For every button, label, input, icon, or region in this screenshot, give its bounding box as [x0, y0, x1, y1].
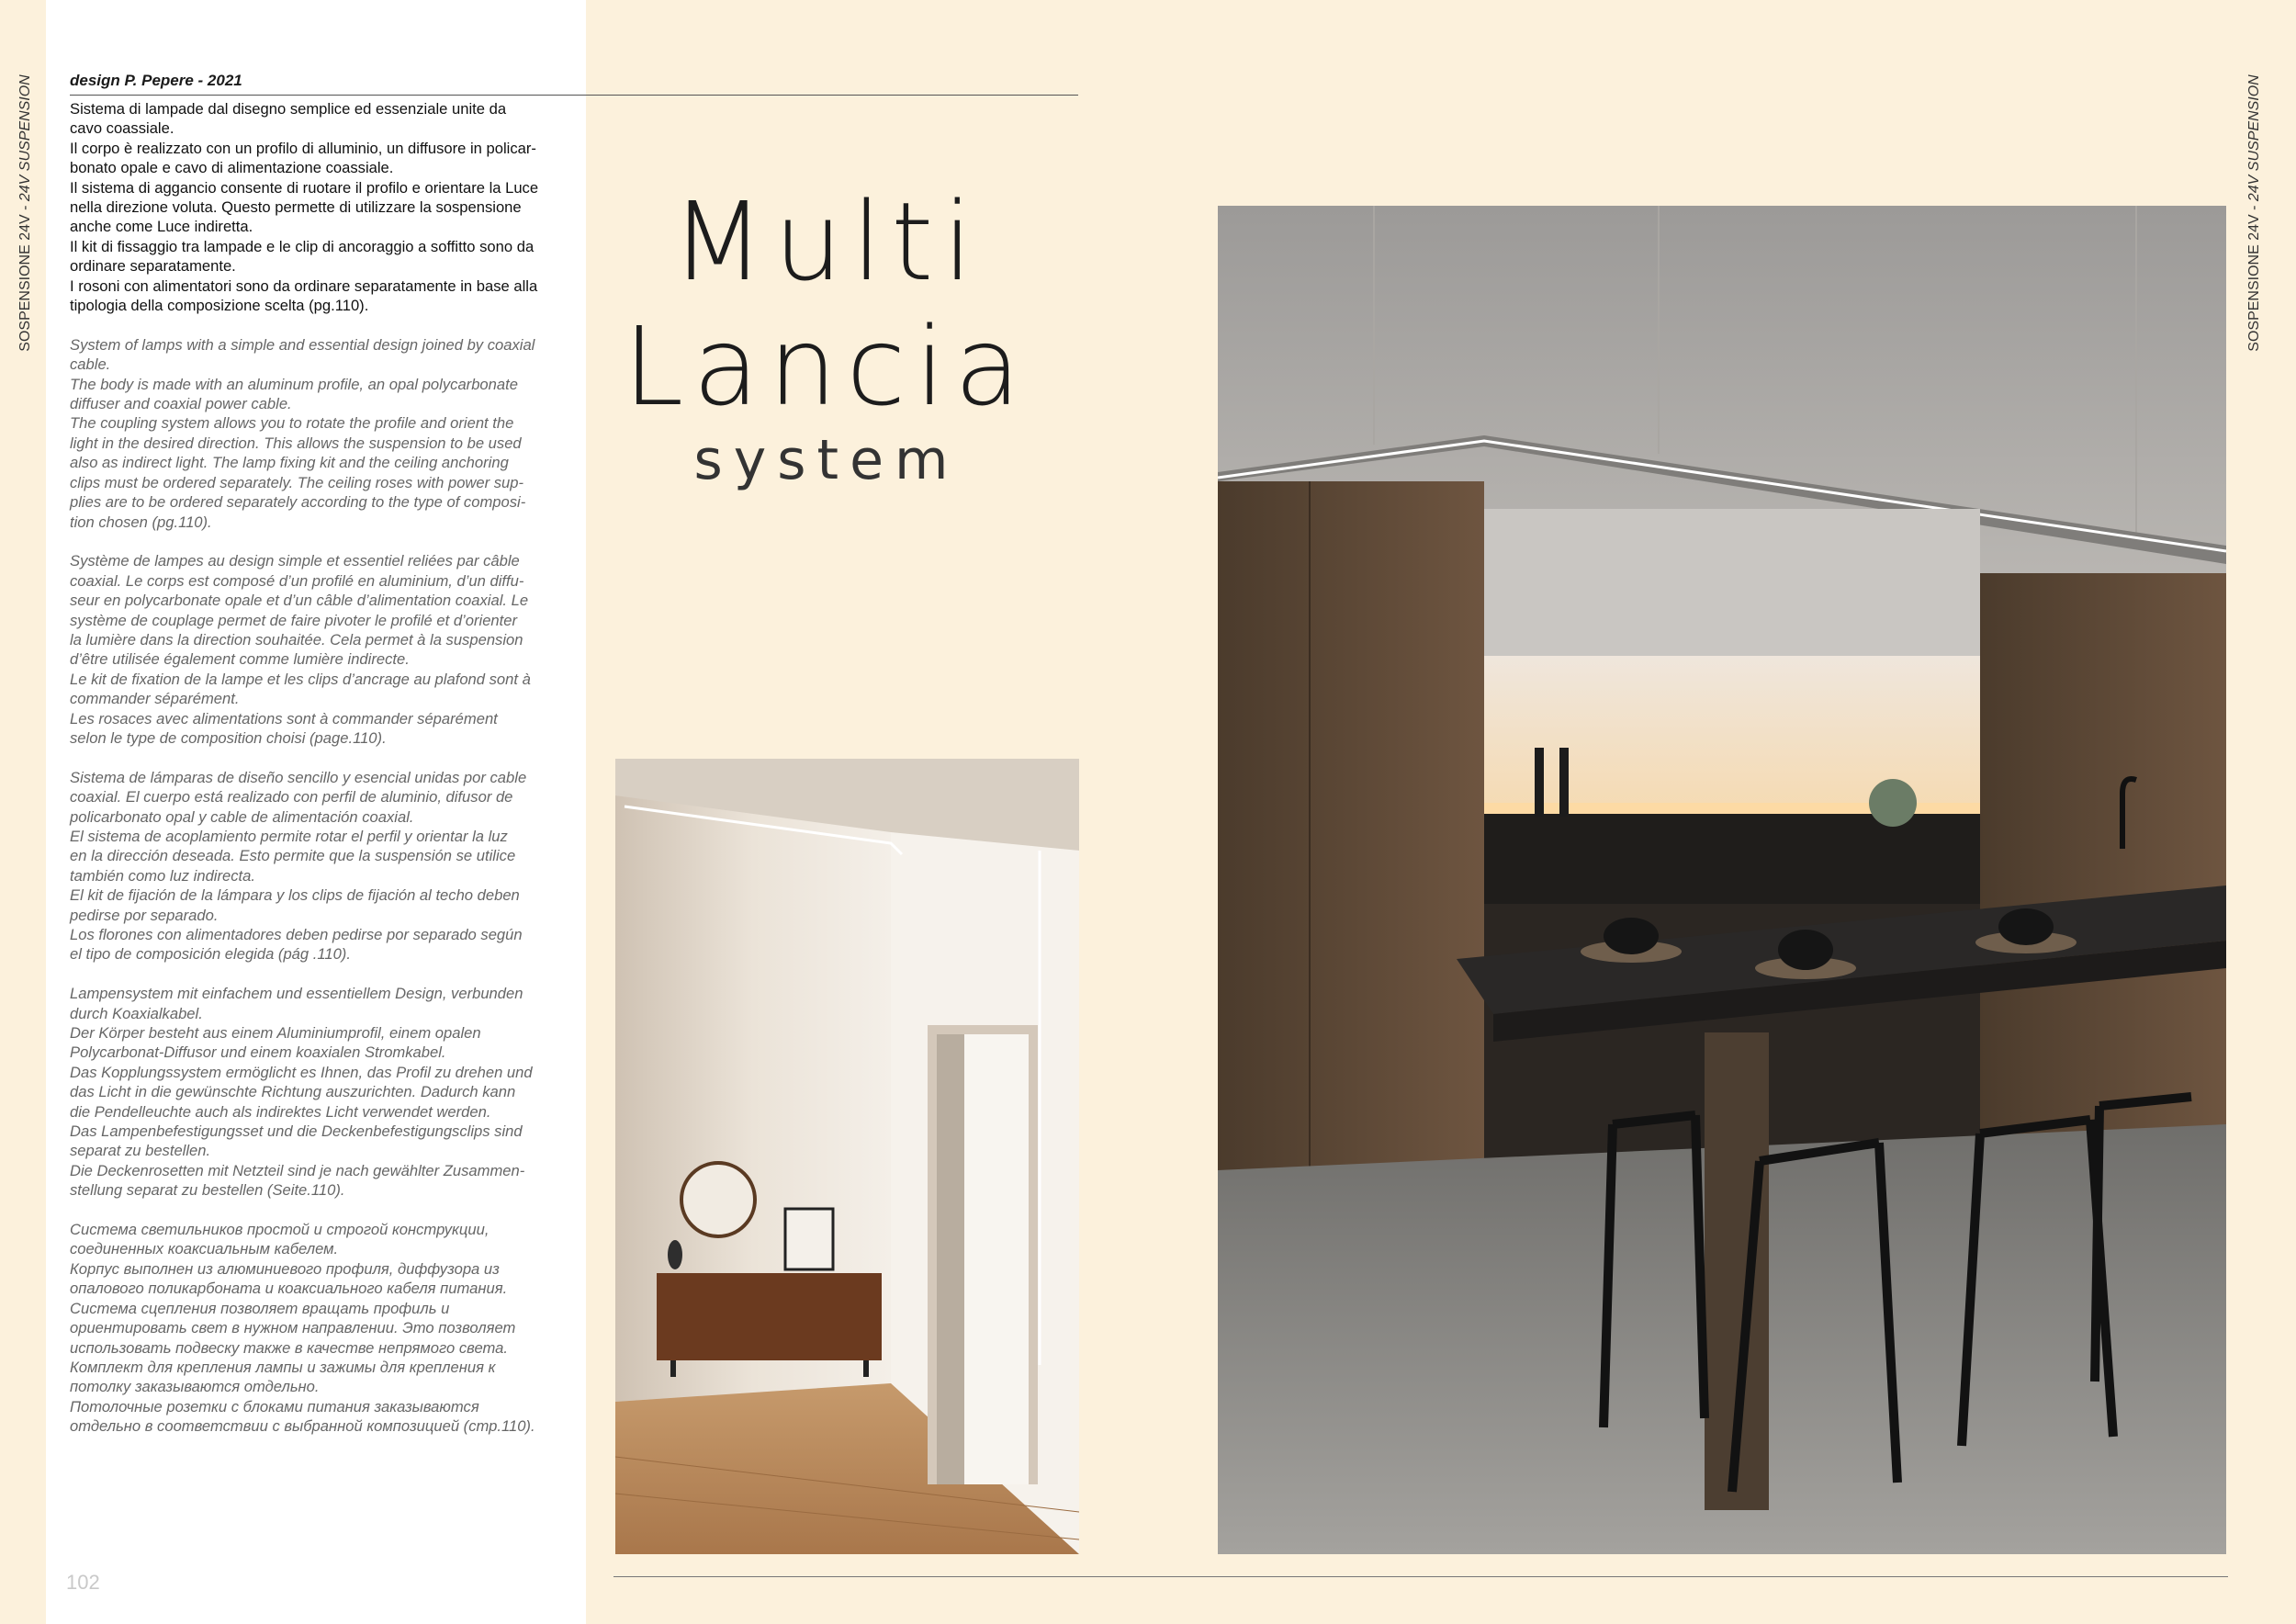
- title-line-system: system: [693, 428, 960, 492]
- description-russian: Система светильников простой и строгой конструкции, соединенных коаксиальным кабелем. Корпус выполнен из алюминиевого профиля, диффузора из опалового поликарбоната и коаксиального кабеля питания. Система сцепления позволяет вращать профиль и ориентировать свет в нужном направлении. Это позволяет использовать подвеску также в качестве непрямого света. Комплект для крепления лампы и зажимы для крепления к потолку заказываются отдельно. Потолочные розетки с блоками питания заказываются отдельно в соответствии с выбранной композицией (стр.110).: [70, 1221, 535, 1436]
- header-rule: [70, 95, 1078, 96]
- product-title: [606, 179, 1047, 497]
- title-line-lancia: Lancia: [623, 303, 1030, 430]
- title-line-multi: Multi: [670, 178, 983, 305]
- description-column: [70, 99, 570, 1456]
- design-credit: design P. Pepere - 2021: [70, 72, 242, 89]
- description-spanish: Sistema de lámparas de diseño sencillo y esencial unidas por cable coaxial. El cuerpo está realizado con perfil de aluminio, difusor de policarbonato opal y cable de alimentación coaxial. El sistema de acoplamiento permite rotar el perfil y orientar la luz en la dirección deseada. Esto permite que la suspensión se utilice también como luz indirecta. El kit de fijación de la lámpara y los clips de fijación al techo deben pedirse por separado. Los florones con alimentadores deben pedirse por separado según el tipo de composición elegida (pág .110).: [70, 768, 527, 964]
- description-italian: Sistema di lampade dal disegno semplice ed essenziale unite da cavo coassiale. Il corpo è realizzato con un profilo di alluminio, un diffusore in policar- bonato opale e cavo di alimentazione coassiale. Il sistema di aggancio consente di ruotare il profilo e orientare la Luce nella direzione voluta. Questo permette di utilizzare la sospensione anche come Luce indiretta. Il kit di fissaggio tra lampade e le clip di ancoraggio a soffitto sono da ordinare separatamente. I rosoni con alimentatori sono da ordinare separatamente in base alla tipologia della composizione scelta (pg.110).: [70, 100, 539, 315]
- page-number: 102: [66, 1571, 100, 1594]
- description-english: System of lamps with a simple and essential design joined by coaxial cable. The body is made with an aluminum profile, an opal polycarbonate diffuser and coaxial power cable. The coupling system allows you to rotate the profile and orient the light in the desired direction. This allows the suspension to be used also as indirect light. The lamp fixing kit and the ceiling anchoring clips must be ordered separately. The ceiling roses with power sup- plies are to be ordered separately according to the type of composi- tion chosen (pg.110).: [70, 335, 535, 531]
- side-label-right: SOSPENSIONE 24V - 24V SUSPENSION: [2246, 74, 2262, 352]
- side-label-left: SOSPENSIONE 24V - 24V SUSPENSION: [17, 74, 33, 352]
- footer-rule: [613, 1576, 2228, 1577]
- hallway-photo: [615, 759, 1079, 1554]
- description-german: Lampensystem mit einfachem und essentiellem Design, verbunden durch Koaxialkabel. Der Körper besteht aus einem Aluminiumprofil, einem opalen Polycarbonat-Diffusor und einem koaxialen Stromkabel. Das Kopplungssystem ermöglicht es Ihnen, das Profil zu drehen und das Licht in die gewünschte Richtung auszurichten. Dadurch kann die Pendelleuchte auch als indirektes Licht verwendet werden. Das Lampenbefestigungsset und die Deckenbefestigungsclips sind separat zu bestellen. Die Deckenrosetten mit Netzteil sind je nach gewählter Zusammen- stellung separat zu bestellen (Seite.110).: [70, 985, 533, 1200]
- kitchen-photo: [1218, 206, 2226, 1554]
- description-french: Système de lampes au design simple et essentiel reliées par câble coaxial. Le corps est composé d’un profilé en aluminium, d’un diffu- seur en polycarbonate opale et d’un câble d’alimentation coaxial. Le système de couplage permet de faire pivoter le profilé et d’orienter la lumière dans la direction souhaitée. Cela permet à la suspension d’être utilisée également comme lumière indirecte. Le kit de fixation de la lampe et les clips d’ancrage au plafond sont à commander séparément. Les rosaces avec alimentations sont à commander séparément selon le type de composition choisi (page.110).: [70, 552, 531, 747]
